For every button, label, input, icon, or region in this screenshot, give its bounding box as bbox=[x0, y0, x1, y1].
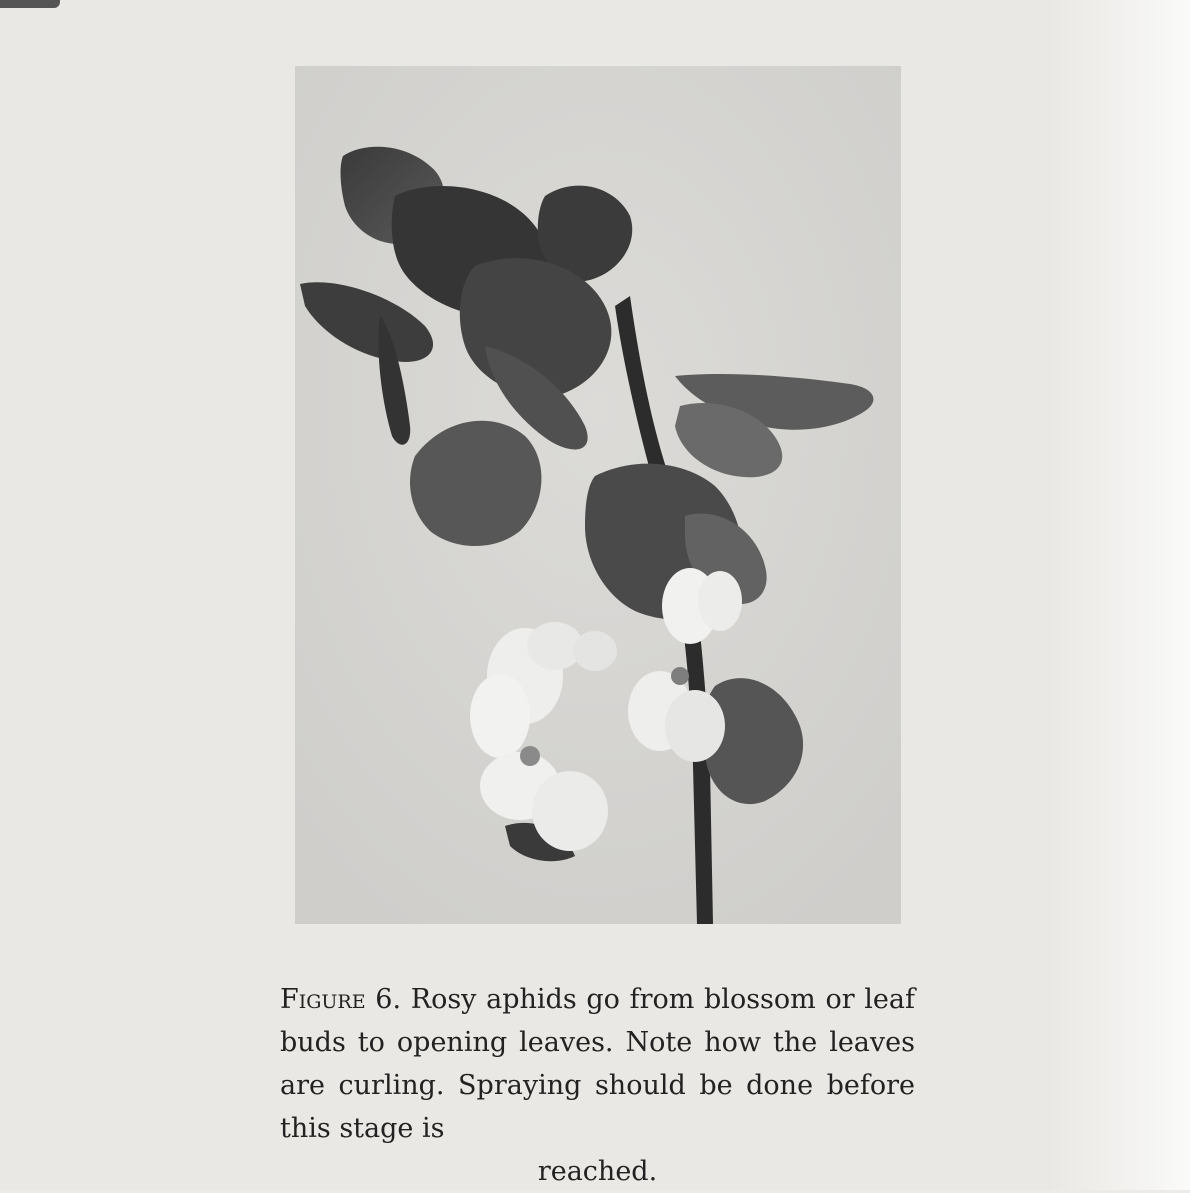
figure-caption bbox=[280, 978, 915, 1193]
figure-label: Figure 6. bbox=[280, 984, 402, 1015]
page-corner-mark bbox=[0, 0, 60, 8]
caption-text: Rosy aphids go from blossom or leaf buds to opening leaves. Note how the leaves are curling. Spraying should be done before this stage is bbox=[280, 984, 915, 1144]
caption-last-line: reached. bbox=[537, 1156, 658, 1187]
apple-blossom-photograph bbox=[295, 66, 901, 924]
photo-illustration bbox=[295, 66, 901, 924]
